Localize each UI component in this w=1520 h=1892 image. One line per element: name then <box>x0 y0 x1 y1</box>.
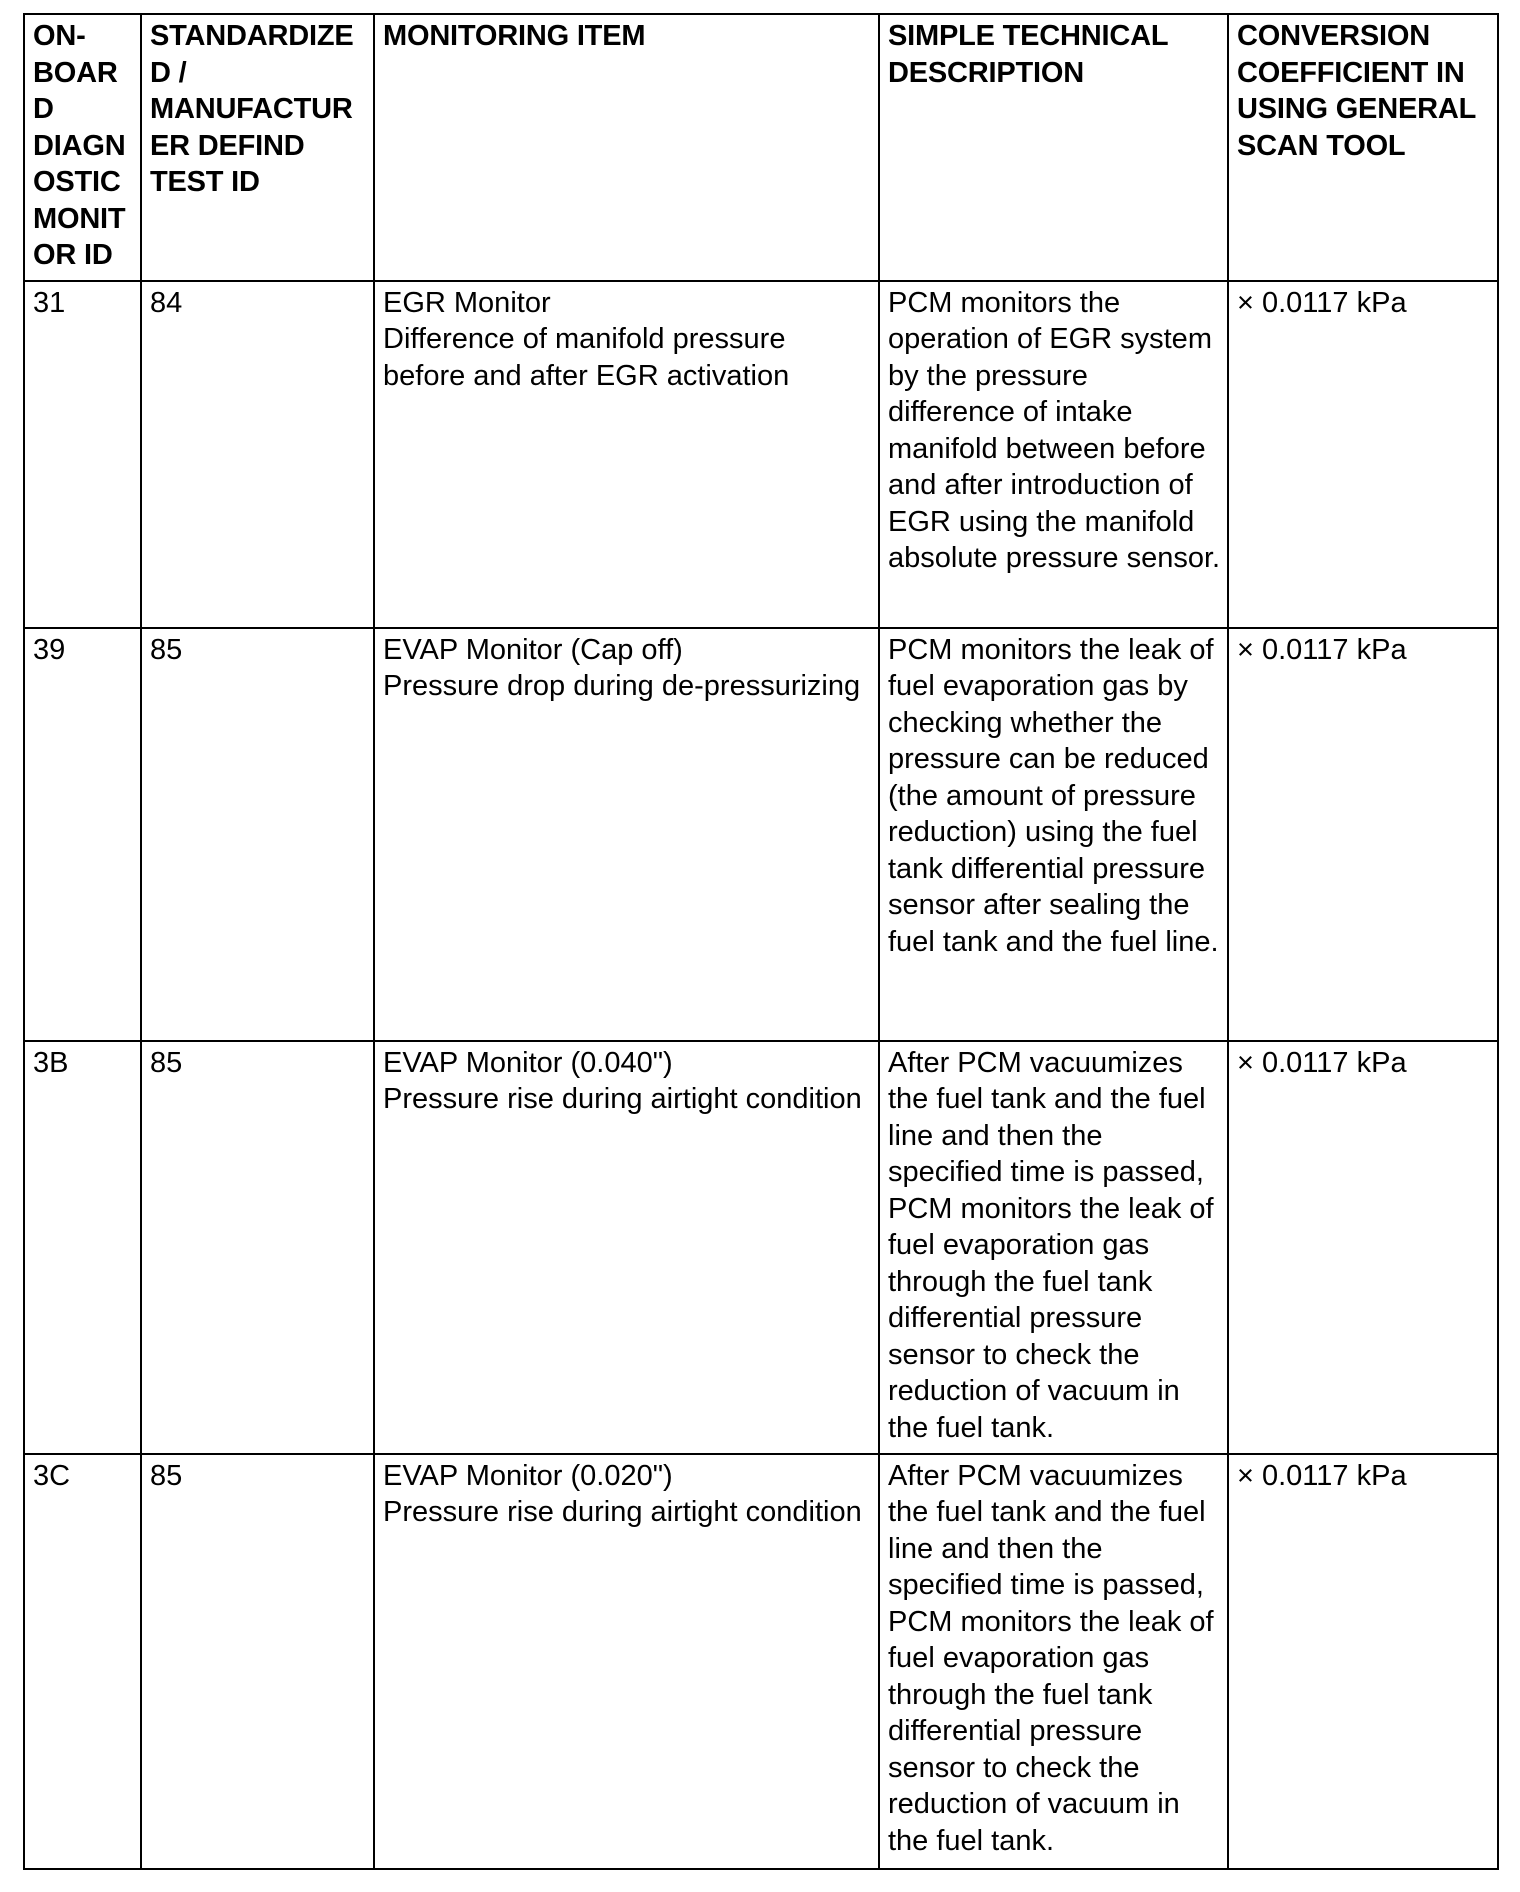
cell-description: PCM monitors the operation of EGR system by the pressure difference of intake manifold between before and after introduction of EGR using the manifold absolute pressure sensor. <box>879 281 1228 628</box>
table-row <box>24 628 1498 1041</box>
item-detail: Pressure drop during de-pressurizing <box>383 670 861 702</box>
table-row <box>24 1041 1498 1454</box>
item-detail: Difference of manifold pressure before and after EGR activation <box>383 323 790 392</box>
cell-monitor-id: 3C <box>24 1454 141 1869</box>
cell-test-id: 85 <box>141 628 374 1041</box>
cell-description: PCM monitors the leak of fuel evaporation gas by checking whether the pressure can be reduced (the amount of pressure reduction) using the fuel tank differential pressure sensor after sealing the fuel tank and the fuel line. <box>879 628 1228 1041</box>
cell-coefficient: × 0.0117 kPa <box>1228 281 1498 628</box>
cell-coefficient: × 0.0117 kPa <box>1228 628 1498 1041</box>
cell-monitor-id: 39 <box>24 628 141 1041</box>
monitor-test-table <box>23 13 1499 1870</box>
cell-test-id: 85 <box>141 1454 374 1869</box>
cell-description: After PCM vacuumizes the fuel tank and the fuel line and then the specified time is passed, PCM monitors the leak of fuel evaporation gas through the fuel tank differential pressure sensor to check the reduction of vacuum in the fuel tank. <box>879 1454 1228 1869</box>
item-detail: Pressure rise during airtight condition <box>383 1083 862 1115</box>
item-title: EVAP Monitor (0.040") <box>383 1046 673 1079</box>
cell-monitor-id: 31 <box>24 281 141 628</box>
table-row <box>24 281 1498 628</box>
table-row <box>24 1454 1498 1869</box>
cell-description: After PCM vacuumizes the fuel tank and the fuel line and then the specified time is passed, PCM monitors the leak of fuel evaporation gas through the fuel tank differential pressure sensor to check the reduction of vacuum in the fuel tank. <box>879 1041 1228 1454</box>
cell-monitor-id: 3B <box>24 1041 141 1454</box>
cell-monitoring-item <box>374 1041 879 1454</box>
header-monitor-id: ON-BOARD DIAGNOSTIC MONITOR ID <box>24 14 141 281</box>
header-conversion-coefficient: CONVERSION COEFFICIENT IN USING GENERAL SCAN TOOL <box>1228 14 1498 281</box>
header-technical-description: SIMPLE TECHNICAL DESCRIPTION <box>879 14 1228 281</box>
item-detail: Pressure rise during airtight condition <box>383 1496 862 1528</box>
header-test-id: STANDARDIZED / MANUFACTURER DEFIND TEST ID <box>141 14 374 281</box>
cell-coefficient: × 0.0117 kPa <box>1228 1454 1498 1869</box>
table-header-row <box>24 14 1498 281</box>
cell-test-id: 84 <box>141 281 374 628</box>
cell-monitoring-item <box>374 281 879 628</box>
header-monitoring-item: MONITORING ITEM <box>374 14 879 281</box>
cell-test-id: 85 <box>141 1041 374 1454</box>
item-title: EGR Monitor <box>383 286 551 319</box>
item-title: EVAP Monitor (Cap off) <box>383 633 683 666</box>
item-title: EVAP Monitor (0.020") <box>383 1459 673 1492</box>
cell-monitoring-item <box>374 628 879 1041</box>
cell-coefficient: × 0.0117 kPa <box>1228 1041 1498 1454</box>
cell-monitoring-item <box>374 1454 879 1869</box>
